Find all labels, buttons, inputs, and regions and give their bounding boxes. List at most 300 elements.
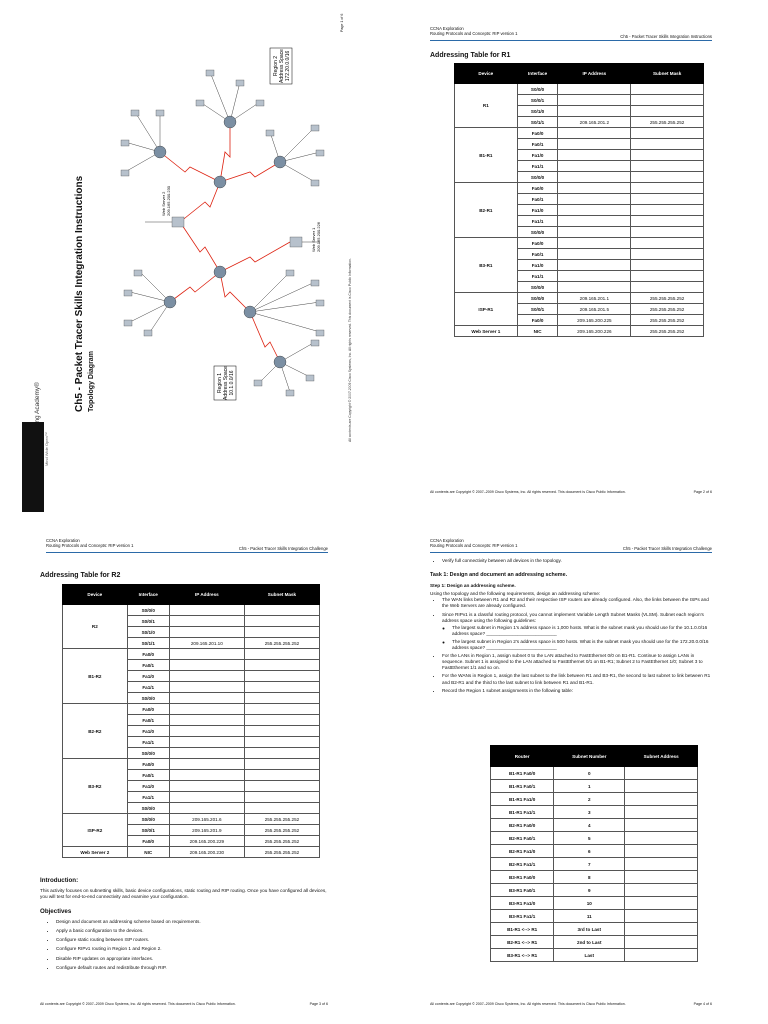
header-right: Ch5 - Packet Tracer Skills Integration Challenge <box>622 546 712 551</box>
router-cell: B1-R1 Fa1/0 <box>491 793 554 806</box>
ip-cell <box>558 194 631 205</box>
mask-cell <box>244 726 319 737</box>
ip-cell <box>169 660 244 671</box>
column-header: Router <box>491 746 554 767</box>
subnet-address-cell[interactable] <box>625 897 698 910</box>
interface-cell: Fa0/0 <box>517 128 558 139</box>
router-cell: B2-R1 Fa1/1 <box>491 858 554 871</box>
device-cell: B2-R2 <box>63 704 128 759</box>
column-header: Subnet Address <box>625 746 698 767</box>
table-row <box>455 84 704 95</box>
mask-cell <box>631 161 704 172</box>
ip-cell <box>169 737 244 748</box>
router-cell: B2-R1 Fa1/0 <box>491 845 554 858</box>
interface-cell: S0/0/0 <box>517 227 558 238</box>
ip-cell <box>169 759 244 770</box>
device-cell: R1 <box>455 84 518 128</box>
cisco-logo <box>3 453 15 467</box>
interface-cell: Fa0/0 <box>127 649 169 660</box>
table-row <box>63 605 320 616</box>
ip-cell <box>558 161 631 172</box>
ip-cell <box>169 792 244 803</box>
ip-cell <box>169 693 244 704</box>
column-header: IP Address <box>169 585 244 605</box>
subnet-address-cell[interactable] <box>625 767 698 780</box>
subnet-address-cell[interactable] <box>625 806 698 819</box>
subnet-address-cell[interactable] <box>625 949 698 962</box>
device-cell: B1-R2 <box>63 649 128 704</box>
device-cell: B3-R2 <box>63 759 128 814</box>
page-2 <box>384 0 768 512</box>
mask-cell <box>631 106 704 117</box>
header-line2: Routing Protocols and Concepts: RIP version 1 <box>430 31 518 36</box>
list-item: • Configure static routing between ISP routers. <box>56 937 328 943</box>
region1-label: Region 1 <box>217 372 223 394</box>
interface-cell: Fa0/1 <box>517 139 558 150</box>
list-item: • Disable RIP updates on appropriate interfaces. <box>56 956 328 962</box>
subnet-address-cell[interactable] <box>625 780 698 793</box>
mask-cell <box>631 95 704 106</box>
table-row <box>63 847 320 858</box>
interface-cell: Fa1/0 <box>127 726 169 737</box>
subnet-address-cell[interactable] <box>625 845 698 858</box>
mask-cell <box>631 282 704 293</box>
ip-cell <box>169 781 244 792</box>
mask-cell: 255.255.255.252 <box>244 638 319 649</box>
sub-list <box>442 625 712 651</box>
list-item: • Verify full connectivity between all devices in the topology. <box>442 558 712 564</box>
router-cell: B2-R1 <--> R1 <box>491 936 554 949</box>
page-1 <box>0 0 384 512</box>
mask-cell <box>244 649 319 660</box>
ip-cell: 209.165.201.10 <box>169 638 244 649</box>
interface-cell: Fa0/1 <box>127 715 169 726</box>
table-row <box>491 949 698 962</box>
requirements-list <box>430 597 712 693</box>
device-cell: ISP-R2 <box>63 814 128 847</box>
web-server-1-label: Web Server 1 <box>311 227 316 252</box>
footer-copyright: All contents are Copyright © 2007–2009 Cisco Systems, Inc. All rights reserved. This document is Cisco Public Information. <box>40 1002 236 1006</box>
ip-cell <box>169 770 244 781</box>
ip-cell <box>558 172 631 183</box>
router-cell: B1-R1 <--> R1 <box>491 923 554 936</box>
mask-cell: 255.255.255.252 <box>244 847 319 858</box>
ip-cell <box>558 84 631 95</box>
router-cell: B1-R1 Fa1/1 <box>491 806 554 819</box>
device-cell: Web Server 1 <box>455 326 518 337</box>
subnet-number-cell: 3 <box>554 806 625 819</box>
table-row <box>63 649 320 660</box>
router-cell: B3-R1 Fa1/0 <box>491 897 554 910</box>
device-cell: ISP-R1 <box>455 293 518 326</box>
mask-cell: 255.255.255.252 <box>244 825 319 836</box>
subnet-address-cell[interactable] <box>625 923 698 936</box>
interface-cell: Fa1/0 <box>517 150 558 161</box>
page-title: Ch5 - Packet Tracer Skills Integration Instructions <box>74 175 85 412</box>
interface-cell: Fa1/0 <box>127 671 169 682</box>
ip-cell <box>558 227 631 238</box>
interface-cell: Fa0/1 <box>517 194 558 205</box>
mask-cell: 255.255.255.252 <box>244 836 319 847</box>
column-header: Device <box>63 585 128 605</box>
footer-copyright: All contents are Copyright © 2007–2009 Cisco Systems, Inc. All rights reserved. This document is Cisco Public Information. <box>430 1002 626 1006</box>
interface-cell: Fa0/0 <box>127 759 169 770</box>
page-header <box>430 538 712 553</box>
mask-cell <box>244 693 319 704</box>
ip-cell <box>558 150 631 161</box>
table-row <box>491 936 698 949</box>
objectives-heading: Objectives <box>40 907 72 915</box>
interface-cell: S0/1/0 <box>127 627 169 638</box>
router-cell: B1-R1 Fa0/0 <box>491 767 554 780</box>
ip-cell <box>169 704 244 715</box>
web-server-2-ip: 209.165.200.230 <box>166 185 171 216</box>
ip-cell <box>558 95 631 106</box>
table-row <box>491 845 698 858</box>
interface-cell: S0/0/0 <box>127 748 169 759</box>
interface-cell: S0/0/0 <box>517 293 558 304</box>
list-item: • For the WANs in Region 1, assign the last subnet to the link between R1 and B3-R1, the second to last subnet to link between R1 and B2-R1 and the third to the last subnet to link between R1 and B1-R1. <box>442 673 712 685</box>
mask-cell <box>244 803 319 814</box>
cisco-logo-text: cisco <box>9 451 15 467</box>
interface-cell: NIC <box>127 847 169 858</box>
column-header: Subnet Number <box>554 746 625 767</box>
ip-cell <box>169 649 244 660</box>
intro-section <box>40 870 328 974</box>
subnet-number-cell: 10 <box>554 897 625 910</box>
mask-cell <box>631 183 704 194</box>
web-server-1-ip: 209.165.200.226 <box>316 221 321 252</box>
table-row <box>63 704 320 715</box>
table-row <box>491 793 698 806</box>
interface-cell: S0/0/0 <box>517 282 558 293</box>
column-header: Interface <box>517 64 558 84</box>
subnet-number-cell: 11 <box>554 910 625 923</box>
mask-cell <box>244 748 319 759</box>
mask-cell <box>244 737 319 748</box>
rotated-content <box>0 0 384 512</box>
ip-cell <box>169 605 244 616</box>
interface-cell: S0/1/0 <box>517 106 558 117</box>
ip-cell <box>558 205 631 216</box>
mask-cell <box>631 205 704 216</box>
objectives-list <box>40 919 328 971</box>
mask-cell <box>631 139 704 150</box>
interface-cell: S0/0/1 <box>517 304 558 315</box>
region2-space: Address Space <box>279 49 285 83</box>
mask-cell <box>244 759 319 770</box>
mask-cell: 255.255.255.252 <box>631 304 704 315</box>
intro-heading: Introduction: <box>40 877 79 884</box>
interface-cell: Fa1/0 <box>517 260 558 271</box>
table-row <box>491 884 698 897</box>
task-heading: Task 1: Design and document an addressing scheme. <box>430 572 568 579</box>
column-header: Interface <box>127 585 169 605</box>
interface-cell: S0/0/1 <box>127 825 169 836</box>
list-item: • Record the Region 1 subnet assignments in the following table: <box>442 688 712 694</box>
column-header: Device <box>455 64 518 84</box>
table-row <box>491 923 698 936</box>
ip-cell: 209.165.200.230 <box>169 847 244 858</box>
region1-net: 10.1.0.0/16 <box>229 370 235 396</box>
mask-cell: 255.255.255.252 <box>244 814 319 825</box>
addressing-table-r1 <box>454 63 704 337</box>
subnet-address-cell[interactable] <box>625 832 698 845</box>
mask-cell <box>631 150 704 161</box>
ip-cell: 209.165.201.1 <box>558 293 631 304</box>
section-title: Addressing Table for R1 <box>430 52 511 59</box>
mask-cell <box>631 227 704 238</box>
mask-cell <box>631 84 704 95</box>
list-item: • Configure RIPv1 routing in Region 1 and Region 2. <box>56 946 328 952</box>
table-row <box>455 326 704 337</box>
subnet-number-cell: 9 <box>554 884 625 897</box>
ip-cell <box>169 715 244 726</box>
ip-cell <box>558 216 631 227</box>
mask-cell <box>244 715 319 726</box>
subnet-address-cell[interactable] <box>625 936 698 949</box>
interface-cell: Fa1/1 <box>127 682 169 693</box>
interface-cell: S0/0/0 <box>127 814 169 825</box>
column-header: Subnet Mask <box>631 64 704 84</box>
mask-cell <box>244 792 319 803</box>
interface-cell: S0/0/0 <box>127 693 169 704</box>
table-row <box>491 767 698 780</box>
router-cell: B2-R1 Fa0/0 <box>491 819 554 832</box>
mask-cell <box>631 271 704 282</box>
ip-cell <box>169 682 244 693</box>
subnet-number-cell: 5 <box>554 832 625 845</box>
list-item: • Apply a basic configuration to the devices. <box>56 928 328 934</box>
subnet-table <box>490 745 698 962</box>
ip-cell: 209.165.200.225 <box>558 315 631 326</box>
interface-cell: S0/0/1 <box>517 95 558 106</box>
page-3 <box>0 512 384 1024</box>
ip-cell: 209.165.200.226 <box>558 326 631 337</box>
subnet-number-cell: 0 <box>554 767 625 780</box>
mask-cell <box>244 605 319 616</box>
list-item: • Design and document an addressing scheme based on requirements. <box>56 919 328 925</box>
ip-cell <box>169 627 244 638</box>
mask-cell <box>631 172 704 183</box>
list-item: • The WAN links between R1 and R2 and their respective ISP routers are already configured. Also, the links between the ISPs and the Web Servers are already configured. <box>442 597 712 609</box>
ip-cell <box>558 128 631 139</box>
footer-copyright: All contents are Copyright © 2007–2009 Cisco Systems, Inc. All rights reserved. This document is Cisco Public Information. <box>430 490 626 494</box>
interface-cell: Fa0/1 <box>127 770 169 781</box>
subnet-number-cell: 3rd to Last <box>554 923 625 936</box>
addressing-table-r2 <box>62 584 320 858</box>
mask-cell <box>244 627 319 638</box>
mask-cell <box>631 216 704 227</box>
ip-cell: 209.165.201.6 <box>169 814 244 825</box>
router-cell: B2-R1 Fa0/1 <box>491 832 554 845</box>
router-cell: B3-R1 Fa1/1 <box>491 910 554 923</box>
ip-cell <box>558 282 631 293</box>
mask-cell: 255.255.255.252 <box>631 293 704 304</box>
router-cell: B3-R1 Fa0/0 <box>491 871 554 884</box>
section-title: Addressing Table for R2 <box>40 572 121 579</box>
table-row <box>63 759 320 770</box>
brand-tagline: Mind Wide Open™ <box>44 432 49 466</box>
list-item: • For the LANs in Region 1, assign subnet 0 to the LAN attached to FastEthernet 0/0 on B1-R1. Continue to assign LANs in sequence. Subnet 1 is assigned to the LAN attached to FastEthernet 0/1 on B1-R1; Subnet 2 to FastEthernet 1/0; Subnet 3 to FastEthernet 1/1 and so on. <box>442 653 712 671</box>
list-item-text: Since RIPv1 is a classful routing protocol, you cannot implement Variable Length Subnet Masks (VLSM). Subnet each region's address space using the following guidelines: <box>442 611 704 623</box>
mask-cell <box>631 194 704 205</box>
subnet-number-cell: 2nd to Last <box>554 936 625 949</box>
list-item: ◦ The largest subnet in Region 1's address space is 1,000 hosts. What is the subnet mask you should use for the 10.1.0.0/16 address space? ___________________________ <box>452 625 712 637</box>
page-number: Page 4 of 6 <box>693 1002 712 1006</box>
subnet-number-cell: 6 <box>554 845 625 858</box>
router-cell: B3-R1 Fa0/1 <box>491 884 554 897</box>
ip-cell <box>169 616 244 627</box>
header-right: Ch5 - Packet Tracer Skills Integration Instructions <box>620 34 712 39</box>
list-item: • Configure default routes and redistribute through RIP. <box>56 965 328 971</box>
interface-cell: Fa1/1 <box>517 271 558 282</box>
table-row <box>491 871 698 884</box>
interface-cell: Fa0/0 <box>127 836 169 847</box>
cisco-dots-icon: |‖|‖| <box>3 455 9 467</box>
mask-cell <box>244 660 319 671</box>
copyright: All contents are Copyright © 2007-2009 Cisco Systems, Inc. All rights reserved. This document is Cisco Public Information. <box>348 258 352 442</box>
ip-cell <box>169 803 244 814</box>
subnet-number-cell: 1 <box>554 780 625 793</box>
ip-cell: 209.165.201.5 <box>558 304 631 315</box>
page-number: Page 1 of 6 <box>340 13 344 32</box>
ip-cell <box>169 726 244 737</box>
region2-label: Region 2 <box>273 55 279 77</box>
subnet-number-cell: Last <box>554 949 625 962</box>
router-cell: B1-R1 Fa0/1 <box>491 780 554 793</box>
subnet-address-cell[interactable] <box>625 871 698 884</box>
region2-net: 172.20.0.0/16 <box>285 50 291 82</box>
router-cell: B3-R1 <--> R1 <box>491 949 554 962</box>
column-header: IP Address <box>558 64 631 84</box>
subnet-address-cell[interactable] <box>625 884 698 897</box>
ip-cell: 209.165.201.9 <box>169 825 244 836</box>
table-header-row <box>63 585 320 605</box>
table-row <box>491 832 698 845</box>
header-line1: CCNA Exploration <box>430 538 464 543</box>
interface-cell: Fa0/0 <box>127 704 169 715</box>
header-line2: Routing Protocols and Concepts: RIP version 1 <box>46 543 134 548</box>
table-row <box>491 910 698 923</box>
interface-cell: S0/0/1 <box>127 616 169 627</box>
interface-cell: Fa1/1 <box>127 737 169 748</box>
interface-cell: Fa1/0 <box>127 781 169 792</box>
device-cell: B2-R1 <box>455 183 518 238</box>
interface-cell: NIC <box>517 326 558 337</box>
cisco-bar <box>3 422 44 512</box>
interface-cell: S0/0/0 <box>127 803 169 814</box>
table-header-row <box>455 64 704 84</box>
list-item: ◦ The largest subnet in Region 2's address space is 500 hosts. What is the subnet mask you should use for the 172.20.0.0/16 address space? ___________________________ <box>452 639 712 651</box>
column-header: Subnet Mask <box>244 585 319 605</box>
subnet-number-cell: 7 <box>554 858 625 871</box>
mask-cell <box>244 682 319 693</box>
interface-cell: S0/0/0 <box>517 84 558 95</box>
ip-cell <box>558 139 631 150</box>
ip-cell <box>558 183 631 194</box>
ip-cell <box>169 671 244 682</box>
page-4 <box>384 512 768 1024</box>
ip-cell <box>169 748 244 759</box>
header-line1: CCNA Exploration <box>46 538 80 543</box>
subnet-address-cell[interactable] <box>625 793 698 806</box>
interface-cell: S0/0/0 <box>127 605 169 616</box>
interface-cell: Fa0/1 <box>517 249 558 260</box>
header-right: Ch5 - Packet Tracer Skills Integration Challenge <box>238 546 328 551</box>
mask-cell <box>244 781 319 792</box>
subnet-number-cell: 8 <box>554 871 625 884</box>
table-row <box>491 897 698 910</box>
table-row <box>491 806 698 819</box>
ip-cell <box>558 238 631 249</box>
mask-cell <box>631 128 704 139</box>
ip-cell <box>558 271 631 282</box>
page-footer <box>40 1002 328 1006</box>
device-cell: B1-R1 <box>455 128 518 183</box>
page-number: Page 2 of 6 <box>693 490 712 494</box>
table-row <box>491 780 698 793</box>
subnet-address-cell[interactable] <box>625 858 698 871</box>
device-cell: R2 <box>63 605 128 649</box>
table-row <box>455 128 704 139</box>
topology-diagram <box>120 42 330 402</box>
mask-cell <box>631 249 704 260</box>
list-item <box>442 612 712 652</box>
interface-cell: Fa0/0 <box>517 183 558 194</box>
mask-cell <box>244 671 319 682</box>
device-cell: Web Server 2 <box>63 847 128 858</box>
header-line1: CCNA Exploration <box>430 26 464 31</box>
mask-cell <box>244 616 319 627</box>
table-header-row <box>491 746 698 767</box>
interface-cell: Fa1/1 <box>517 216 558 227</box>
mask-cell: 255.255.255.252 <box>631 326 704 337</box>
interface-cell: Fa0/0 <box>517 238 558 249</box>
interface-cell: S0/0/0 <box>517 172 558 183</box>
table-row <box>455 238 704 249</box>
web-server-2-label: Web Server 2 <box>161 191 166 216</box>
mask-cell: 255.255.255.252 <box>631 117 704 128</box>
subnet-address-cell[interactable] <box>625 910 698 923</box>
device-cell: B3-R1 <box>455 238 518 293</box>
ip-cell: 209.165.200.229 <box>169 836 244 847</box>
header-line2: Routing Protocols and Concepts: RIP version 1 <box>430 543 518 548</box>
interface-cell: Fa1/1 <box>517 161 558 172</box>
table-row <box>455 293 704 304</box>
subnet-address-cell[interactable] <box>625 819 698 832</box>
ip-cell <box>558 260 631 271</box>
mask-cell <box>244 704 319 715</box>
page-number: Page 3 of 6 <box>309 1002 328 1006</box>
page-footer <box>430 1002 712 1006</box>
interface-cell: Fa1/0 <box>517 205 558 216</box>
ip-cell <box>558 106 631 117</box>
page-header <box>46 538 328 553</box>
mask-cell <box>244 770 319 781</box>
table-row <box>491 858 698 871</box>
ip-cell: 209.165.201.2 <box>558 117 631 128</box>
subnet-number-cell: 2 <box>554 793 625 806</box>
table-row <box>455 183 704 194</box>
table-row <box>491 819 698 832</box>
table-row <box>63 814 320 825</box>
interface-cell: S0/1/1 <box>517 117 558 128</box>
mask-cell: 255.255.255.252 <box>631 315 704 326</box>
task-content <box>430 558 712 696</box>
page-subtitle: Topology Diagram <box>88 351 95 412</box>
ip-cell <box>558 249 631 260</box>
